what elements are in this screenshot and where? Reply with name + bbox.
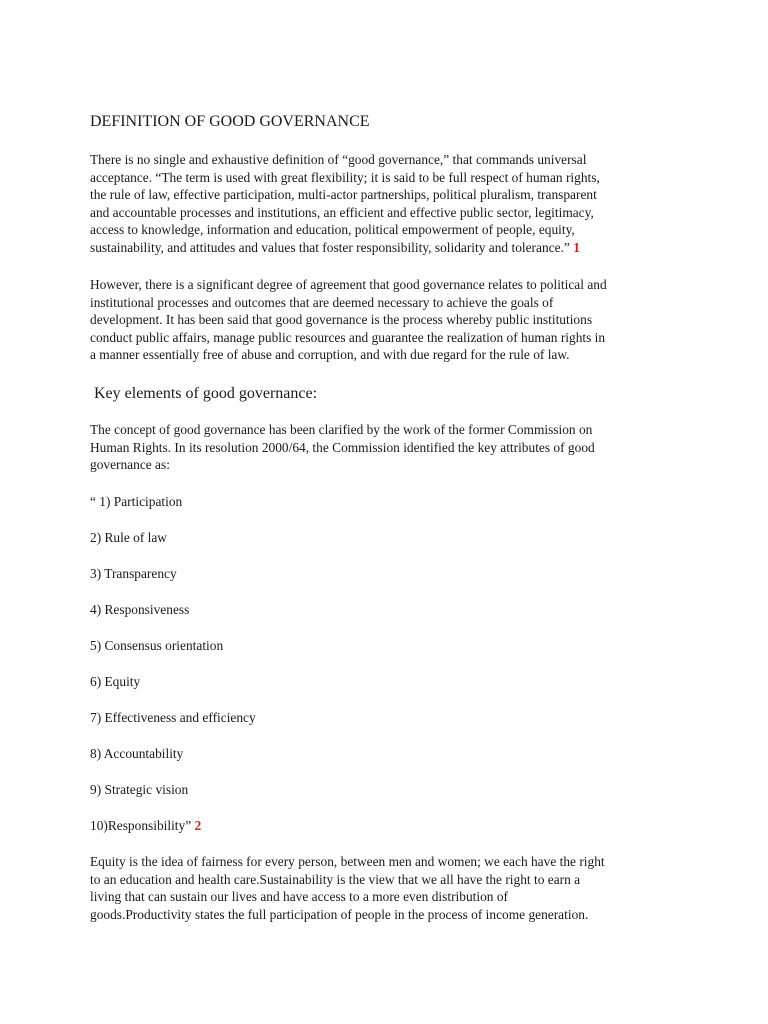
attribute-item: 5) Consensus orientation xyxy=(90,638,224,653)
attribute-item: “ 1) Participation xyxy=(90,494,183,509)
paragraph-concept xyxy=(90,421,680,474)
paragraph-line: conduct public affairs, manage public resources and guarantee the realization of human rights in xyxy=(90,329,606,345)
paragraph-definition xyxy=(90,151,680,257)
attribute-item: 8) Accountability xyxy=(90,746,184,761)
paragraph-line: institutional processes and outcomes that are deemed necessary to achieve the goals of xyxy=(90,294,554,310)
attribute-item: 9) Strategic vision xyxy=(90,782,189,797)
paragraph-line: Human Rights. In its resolution 2000/64, the Commission identified the key attributes of good xyxy=(90,439,595,455)
paragraph-line: the rule of law, effective participation, multi-actor partnerships, political pluralism, transparent xyxy=(90,187,597,203)
paragraph-equity xyxy=(90,853,680,923)
paragraph-line: Equity is the idea of fairness for every person, between men and women; we each have the right xyxy=(90,854,605,869)
attribute-item: 3) Transparency xyxy=(90,566,177,581)
paragraph-line: governance as: xyxy=(90,457,170,473)
document-title: DEFINITION OF GOOD GOVERNANCE xyxy=(90,113,370,130)
attribute-item: 2) Rule of law xyxy=(90,530,167,545)
paragraph-line: acceptance. “The term is used with great flexibility; it is said to be full respect of human rights, xyxy=(90,169,600,185)
attribute-text: 10)Responsibility” xyxy=(90,818,192,833)
paragraph-line-text: sustainability, and attitudes and values that foster responsibility, solidarity and tolerance.” xyxy=(90,239,570,255)
attribute-item-last xyxy=(90,817,201,835)
paragraph-line: living that can sustain our lives and have access to a more even distribution of xyxy=(90,889,508,905)
paragraph-line-last xyxy=(90,239,680,257)
footnote-ref-2[interactable]: 2 xyxy=(194,818,202,833)
paragraph-line: There is no single and exhaustive definition of “good governance,” that commands universal xyxy=(90,152,587,167)
paragraph-line: access to knowledge, information and education, political empowerment of people, equity, xyxy=(90,222,575,238)
attribute-item: 4) Responsiveness xyxy=(90,602,190,617)
paragraph-line: However, there is a significant degree of agreement that good governance relates to political and xyxy=(90,277,607,292)
footnote-ref-1[interactable]: 1 xyxy=(573,239,580,255)
attribute-item: 6) Equity xyxy=(90,674,141,689)
paragraph-line: goods.Productivity states the full participation of people in the process of income generation. xyxy=(90,906,589,922)
section-heading: Key elements of good governance: xyxy=(94,385,318,402)
paragraph-line: a manner essentially free of abuse and corruption, and with due regard for the rule of law. xyxy=(90,347,570,363)
paragraph-line: The concept of good governance has been clarified by the work of the former Commission on xyxy=(90,422,593,437)
paragraph-line: and accountable processes and institutions, an efficient and effective public sector, legitimacy, xyxy=(90,204,594,220)
attribute-item: 7) Effectiveness and efficiency xyxy=(90,710,256,725)
paragraph-line: to an education and health care.Sustainability is the view that we all have the right to earn a xyxy=(90,871,581,887)
paragraph-agreement xyxy=(90,276,680,364)
paragraph-line: development. It has been said that good governance is the process whereby public institutions xyxy=(90,312,593,328)
